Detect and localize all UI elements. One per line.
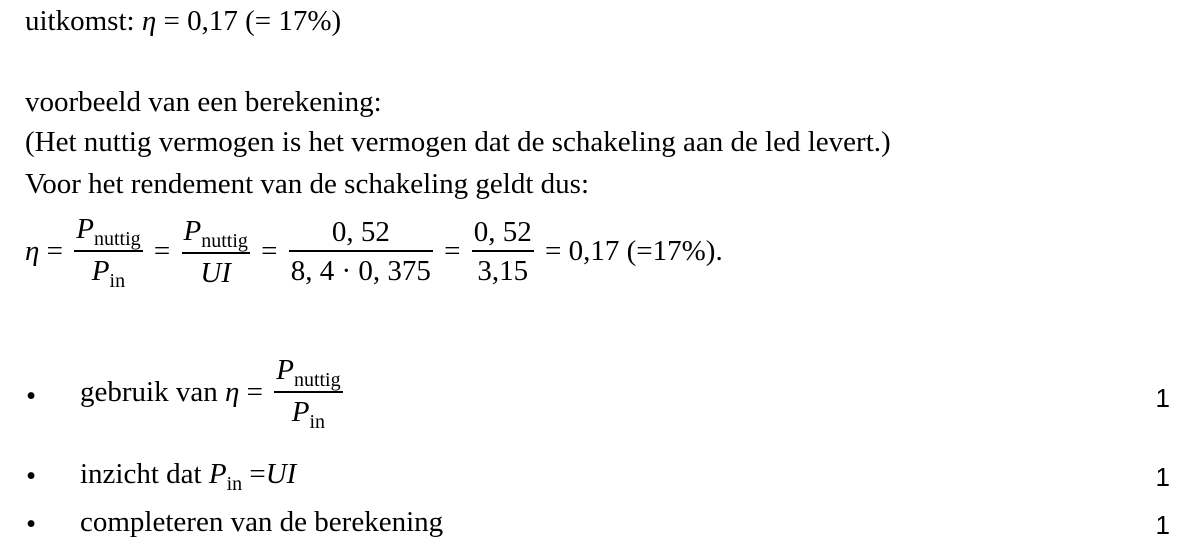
denominator-product: 8, 4 · 0, 375	[289, 250, 433, 288]
ui-product: UI	[182, 252, 250, 290]
score-2: 1	[1155, 462, 1170, 492]
result-text: = 0,17 (=17%).	[545, 235, 723, 267]
eta-symbol: η	[224, 376, 240, 408]
criterion-3-text: completeren van de berekening	[80, 506, 444, 538]
eq-sign: =	[444, 235, 461, 267]
eq-sign: =	[261, 235, 278, 267]
p-symbol: P	[276, 354, 294, 386]
outcome-value: = 0,17 (= 17%)	[156, 5, 342, 37]
eq-sign: =	[153, 235, 171, 267]
score-1: 1	[1155, 383, 1170, 413]
bullet: •	[26, 460, 37, 492]
score-3: 1	[1155, 510, 1170, 540]
eq-sign: =	[249, 458, 266, 490]
bullet: •	[26, 508, 37, 540]
p-symbol: P	[183, 214, 202, 247]
fraction-pnuttig-ui	[182, 214, 250, 290]
bullet: •	[26, 380, 37, 412]
criterion-2-text: inzicht dat	[80, 458, 202, 490]
sub-in: in	[226, 473, 243, 495]
eq-eta: η	[25, 235, 40, 267]
eq-sign: =	[46, 235, 63, 267]
fraction-simplified	[472, 215, 534, 288]
outcome-line	[25, 4, 341, 38]
note-text: (Het nuttig vermogen is het vermogen dat de schakeling aan de led levert.)	[25, 126, 891, 158]
criterion-1	[80, 353, 347, 432]
numerator-value: 0, 52	[331, 216, 390, 248]
fraction-pnuttig-pin	[74, 212, 142, 291]
fraction-numeric	[289, 215, 433, 288]
sub-in: in	[109, 270, 126, 292]
eta-symbol: η	[141, 5, 157, 37]
example-heading: voorbeeld van een berekening:	[25, 86, 382, 118]
efficiency-equation	[25, 212, 723, 291]
p-symbol: P	[208, 458, 227, 490]
numerator-value: 0, 52	[473, 216, 532, 248]
eq-sign: =	[246, 376, 263, 408]
intro-text: Voor het rendement van de schakeling geldt dus:	[25, 168, 590, 200]
criterion-fraction	[274, 353, 342, 432]
p-symbol: P	[76, 213, 94, 245]
p-symbol: P	[291, 396, 310, 428]
outcome-label: uitkomst:	[25, 5, 142, 37]
sub-in: in	[309, 411, 326, 433]
ui-product: UI	[265, 458, 297, 490]
sub-nuttig: nuttig	[293, 369, 341, 391]
p-symbol: P	[91, 255, 110, 287]
sub-nuttig: nuttig	[201, 229, 248, 252]
sub-nuttig: nuttig	[93, 228, 141, 250]
denominator-value: 3,15	[472, 250, 534, 288]
criterion-1-text: gebruik van	[80, 376, 218, 408]
criterion-2	[80, 458, 297, 495]
